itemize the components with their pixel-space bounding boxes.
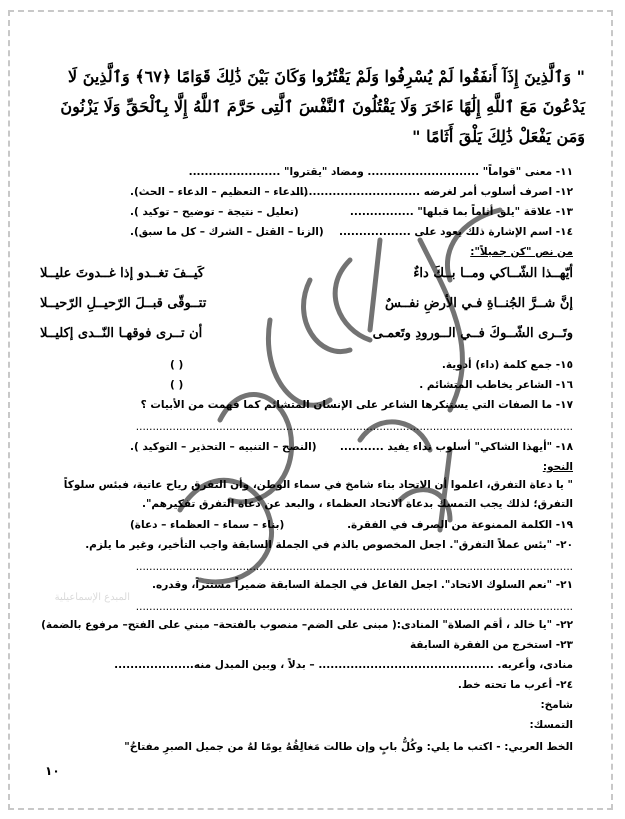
question-15-row bbox=[40, 358, 573, 372]
question-18-options: (النصح – التنبيه – التحذير – التوكيد ). bbox=[130, 441, 317, 453]
question-16-row bbox=[40, 378, 573, 392]
question-18-row bbox=[40, 440, 573, 454]
question-23: ٢٣- استخرج من الفقرة السابقة bbox=[409, 639, 573, 651]
poem-verse-1-right: أيّهــذا الشّــاكي ومــا بــكَ داءٌ bbox=[413, 266, 573, 281]
answer-box-15[interactable]: ( ) bbox=[170, 359, 184, 371]
question-15: ١٥- جمع كلمة (داء) أدوية. bbox=[441, 359, 573, 371]
question-16: ١٦- الشاعر يخاطب المتشائم . bbox=[419, 379, 573, 391]
question-20: ٢٠- "بئس عملاً التفرق". اجعل المخصوص بالذم في الجملة السابقة واجب التأخير، وغير ما يلزم. bbox=[85, 539, 573, 551]
question-18: ١٨- "أيهذا الشاكي" أسلوب نداء يفيد ........... bbox=[339, 441, 573, 453]
question-12: ١٢- اصرف أسلوب أمر لغرضه ................................ bbox=[292, 186, 573, 198]
question-12-options: (الدعاء – التعظيم – الدعاء – الحث). bbox=[130, 186, 309, 198]
question-24-shamikh: شامخ: bbox=[540, 699, 573, 711]
question-19: ١٩- الكلمة الممنوعة من الصرف في الفقرة. bbox=[347, 519, 573, 531]
answer-line-20: ................................................................................................................................... bbox=[135, 561, 573, 573]
question-24-tamassuk: التمسك: bbox=[529, 719, 573, 731]
grammar-passage-2: التفرق؛ لذلك يجب التمسك بدعاة الاتحاد العظماء ، والبعد عن دعاة التفرق تفكيرهم". bbox=[141, 498, 573, 510]
question-13: ١٣- علاقة "يلق أثاماً بما قبلها" ................ bbox=[349, 206, 573, 218]
poem-heading: من نص "كن جميلاً": bbox=[470, 246, 573, 258]
question-22: ٢٢- "يا خالد ، أقم الصلاة" المنادى:( مبنى على الضم– منصوب بالفتحة– مبني على الفتح– مرفوع بالضمة) bbox=[41, 619, 573, 631]
answer-line-17: ................................................................................................................................... bbox=[135, 421, 573, 433]
question-24: ٢٤- أعرب ما تحته خط. bbox=[457, 679, 573, 691]
verse-line-3: وَمَن يَفْعَلْ ذَٰلِكَ يَلْقَ أَثَامًا " bbox=[412, 127, 585, 146]
question-17: ١٧- ما الصفات التي يستنكرها الشاعر على الإنسان المتشائم كما فهمت من الأبيات ؟ bbox=[140, 399, 573, 411]
verse-line-1: " وَٱلَّذِينَ إِذَآ أَنفَقُوا لَمْ يُسْرِفُوا وَلَمْ يَقْتُرُوا وَكَانَ بَيْنَ ذَٰلِكَ قَوَامًا ﴿٦٧﴾ وَٱلَّذِينَ لَا bbox=[68, 67, 585, 86]
poem-verse-3-right: وتَــرى الشّــوكَ فــي الــورودِ وتَعمـى bbox=[372, 326, 573, 341]
poem-verse-1-left: كَيــفَ تغــدو إذا غــدوتَ عليــلا bbox=[40, 266, 205, 281]
question-13-options: (تعليل – نتيجة – توضيح – توكيد ). bbox=[130, 206, 299, 218]
calligraphy-question: الخط العربي: - اكتب ما يلي: وكُلُّ بابٍ وإن طالت مَغالِقُهُ يومًا لهُ من جميل الصبرِ مفتاحُ" bbox=[124, 741, 573, 753]
question-12-row bbox=[40, 185, 573, 199]
watermark-text: المبدع الإسماعيلية bbox=[54, 592, 130, 603]
poem-verse-2-right: إنَّ شــرَّ الجُنــاةِ فـي الأرضِ نفــسٌ bbox=[384, 296, 573, 311]
question-13-row bbox=[40, 205, 573, 219]
poem-verse-3-left: أن تــرى فوقهـا النّــدى إكليــلا bbox=[40, 326, 203, 341]
answer-box-16[interactable]: ( ) bbox=[170, 379, 184, 391]
question-14: ١٤- اسم الإشارة ذلك يعود على .................. bbox=[338, 226, 573, 238]
question-14-row bbox=[40, 225, 573, 239]
question-23-parts: منادى، وأعربه. ............................................ – بدلاً ، وبين المبدل منه.................... bbox=[114, 659, 573, 671]
question-11: ١١- معنى "قواماً" ............................ ومضاد "يقتروا" ....................... bbox=[188, 166, 573, 178]
question-19-row bbox=[40, 518, 573, 532]
question-19-options: (بناء – سماء – العظماء – دعاة) bbox=[130, 519, 285, 531]
question-14-options: (الزنا – القتل – الشرك – كل ما سبق). bbox=[130, 226, 324, 238]
page-number: ١٠ bbox=[45, 764, 60, 778]
answer-line-21: ................................................................................................................................... bbox=[135, 601, 573, 613]
poem-verse-2-left: تتــوقّى قبــلَ الرّحيــلِ الرّحيــلا bbox=[40, 296, 207, 311]
question-21: ٢١- "نعم السلوك الاتحاد". اجعل الفاعل في الجملة السابقة ضميراً مستتراً، وقدره. bbox=[152, 579, 573, 591]
grammar-heading: النحو: bbox=[542, 461, 573, 473]
grammar-passage-1: " يا دعاة التفرق، اعلموا أن الاتحاد بناء شامخ في سماء الوطن، وأن التفرق رياح عاتية، فبئس سلوكاً bbox=[63, 479, 573, 491]
verse-line-2: يَدْعُونَ مَعَ ٱللَّهِ إِلَٰهًا ءَاخَرَ وَلَا يَقْتُلُونَ ٱلنَّفْسَ ٱلَّتِى حَرَّمَ ٱللَّهُ إِلَّا بِٱلْحَقِّ وَلَا يَزْنُونَ bbox=[60, 97, 585, 116]
